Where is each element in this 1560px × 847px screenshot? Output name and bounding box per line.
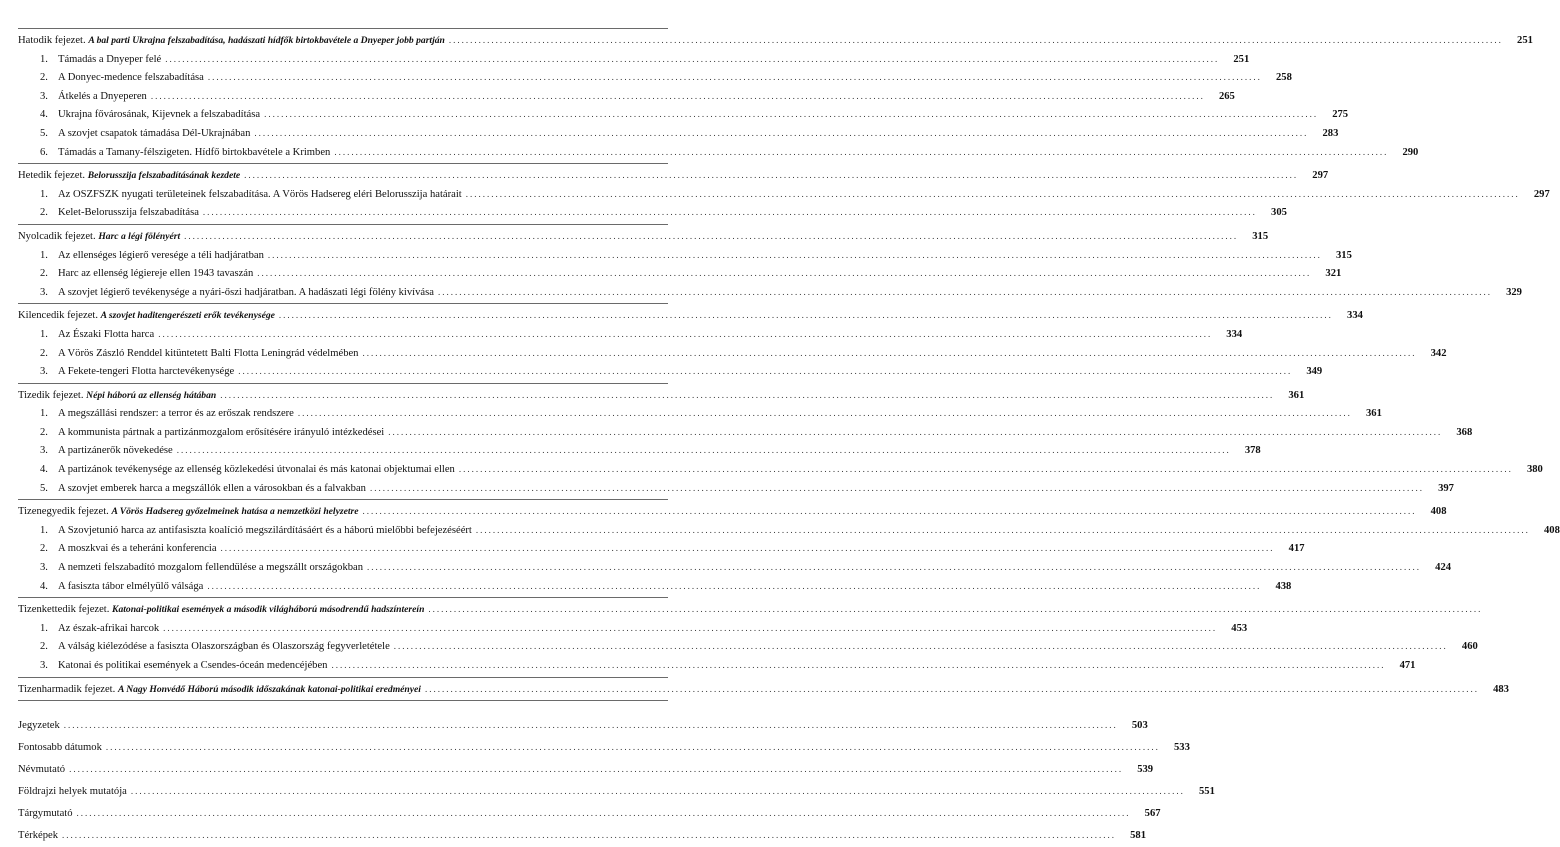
chapter-label: Tizenkettedik fejezet. — [18, 604, 110, 616]
section-entry[interactable] — [18, 325, 1243, 344]
chapter-title: A Nagy Honvédő Háború második időszakának katonai-politikai eredményei — [117, 683, 421, 695]
section-page-number: 349 — [1306, 366, 1323, 378]
dot-leader — [131, 780, 1185, 802]
section-number: 3. — [40, 660, 48, 671]
section-entry[interactable] — [18, 404, 1382, 423]
section-entry[interactable] — [18, 521, 1560, 540]
section-entry[interactable] — [18, 577, 1292, 596]
chapter-title: A Vörös Hadsereg győzelmeinek hatása a nemzetközi helyzetre — [111, 506, 359, 518]
spacer — [18, 703, 668, 714]
section-entry[interactable] — [18, 50, 1250, 69]
chapter-separator — [18, 303, 668, 304]
dot-leader — [370, 479, 1424, 498]
chapter-heading-text — [18, 167, 240, 186]
section-entry[interactable] — [18, 68, 1292, 87]
section-number: 1. — [40, 53, 48, 65]
chapter-heading-text — [18, 307, 275, 326]
section-entry[interactable] — [18, 479, 1454, 498]
section-page-number: 361 — [1366, 408, 1382, 420]
back-matter-entry[interactable] — [18, 780, 1215, 802]
section-entry[interactable] — [18, 460, 1543, 479]
chapter-title: Belorusszija felszabadításának kezdete — [87, 170, 241, 182]
chapter-label: Kilencedik fejezet. — [18, 310, 98, 322]
section-page-number: 408 — [1543, 524, 1560, 536]
section-entry[interactable] — [18, 283, 1522, 302]
chapter-title: Népi háború az ellenség hátában — [86, 389, 217, 401]
back-matter-page-number: 551 — [1198, 786, 1215, 798]
section-title: Támadás a Dnyeper felé — [58, 53, 162, 65]
dot-leader — [428, 600, 1482, 619]
section-title: A Szovjetunió harca az antifasiszta koalíció megszilárdításáért és a háború mielőbbi befejezéséért — [58, 524, 472, 536]
chapter-page-number: 408 — [1430, 506, 1447, 518]
dot-leader — [69, 758, 1123, 780]
dot-leader — [158, 325, 1212, 344]
chapter-heading[interactable] — [18, 166, 1329, 185]
chapter-heading-text — [18, 32, 445, 51]
chapter-heading-text — [18, 228, 180, 247]
section-title: Támadás a Tamany-félszigeten. Hídfő birtokbavétele a Krimben — [58, 146, 331, 158]
section-number: 1. — [40, 622, 48, 634]
section-number: 3. — [40, 366, 48, 378]
section-title: Az Északi Flotta harca — [58, 328, 155, 340]
section-entry[interactable] — [18, 246, 1352, 265]
section-title: A szovjet csapatok támadása Dél-Ukrajnában — [58, 127, 251, 139]
section-page-number: 397 — [1438, 482, 1454, 494]
section-number: 3. — [40, 445, 48, 457]
chapter-heading-text — [18, 681, 421, 700]
back-matter-list — [18, 714, 1215, 846]
section-page-number: 321 — [1325, 268, 1342, 280]
chapter-title: A szovjet haditengerészeti erők tevékenysége — [100, 310, 275, 322]
back-matter-title: Tárgymutató — [18, 808, 73, 820]
dot-leader — [363, 502, 1417, 521]
section-page-number: 283 — [1322, 127, 1339, 139]
section-title: A Vörös Zászló Renddel kitüntetett Balti Flotta Leningrád védelmében — [58, 347, 359, 359]
section-title: A partizánerők növekedése — [58, 445, 173, 457]
chapter-heading[interactable] — [18, 502, 1447, 521]
back-matter-entry[interactable] — [18, 824, 1146, 846]
section-number: 2. — [40, 347, 48, 359]
back-matter-entry[interactable] — [18, 758, 1154, 780]
section-page-number: 305 — [1271, 207, 1287, 219]
section-title: A kommunista pártnak a partizánmozgalom erősítésére irányuló intézkedései — [58, 426, 385, 438]
section-title: A moszkvai és a teheráni konferencia — [58, 543, 217, 555]
section-page-number: 342 — [1430, 347, 1447, 359]
dot-leader — [438, 283, 1492, 302]
section-page-number: 265 — [1218, 90, 1235, 102]
section-title: A válság kiélezódése a fasiszta Olaszországban és Olaszország fegyverletétele — [58, 641, 390, 653]
chapter-heading-text — [18, 503, 359, 522]
back-matter-page-number: 581 — [1130, 830, 1146, 842]
chapter-heading-text — [18, 601, 424, 620]
section-number: 4. — [40, 580, 48, 592]
dot-leader — [165, 50, 1219, 69]
chapter-separator — [18, 677, 668, 678]
chapter-list — [18, 28, 1560, 701]
section-number: 1. — [40, 328, 48, 340]
section-number: 1. — [40, 188, 48, 200]
section-title: Az ellenséges légierő veresége a téli hadjáratban — [58, 249, 264, 261]
dot-leader — [476, 521, 1530, 540]
dot-leader — [334, 143, 1388, 162]
section-number: 2. — [40, 641, 48, 653]
section-entry[interactable] — [18, 344, 1447, 363]
section-number: 2. — [40, 72, 48, 84]
dot-leader — [221, 539, 1275, 558]
section-title: Kelet-Belorusszija felszabadítása — [58, 207, 199, 219]
dot-leader — [449, 31, 1503, 50]
back-matter-page-number: 539 — [1137, 764, 1154, 776]
section-page-number: 438 — [1275, 580, 1292, 592]
section-title: A szovjet légierő tevékenysége a nyári-őszi hadjáratban. A hadászati légi fölény kivívása — [58, 286, 434, 298]
dot-leader — [394, 637, 1448, 656]
section-page-number: 424 — [1435, 562, 1452, 574]
back-matter-entry[interactable] — [18, 802, 1161, 824]
section-number: 2. — [40, 207, 48, 219]
chapter-separator — [18, 163, 668, 164]
dot-leader — [177, 441, 1231, 460]
chapter-page-number: 315 — [1252, 230, 1269, 242]
section-title: Katonai és politikai események a Csendes-óceán medencéjében — [58, 660, 328, 671]
dot-leader — [459, 460, 1513, 479]
section-number: 1. — [40, 408, 48, 420]
dot-leader — [207, 577, 1261, 596]
section-entry[interactable] — [18, 124, 1339, 143]
section-page-number: 334 — [1226, 328, 1243, 340]
chapter-heading[interactable] — [18, 386, 1305, 405]
section-number: 1. — [40, 249, 48, 261]
dot-leader — [77, 802, 1131, 824]
chapter-page-number: 334 — [1347, 310, 1363, 322]
back-matter-page-number: 567 — [1144, 808, 1161, 820]
section-number: 3. — [40, 90, 48, 102]
section-number: 5. — [40, 482, 48, 494]
back-matter-page-number: 503 — [1131, 720, 1148, 732]
section-title: A Donyec-medence felszabadítása — [58, 72, 204, 84]
chapter-label: Nyolcadik fejezet. — [18, 230, 96, 242]
back-matter-page-number: 533 — [1173, 742, 1190, 754]
section-number: 3. — [40, 286, 48, 298]
chapter-separator — [18, 597, 668, 598]
section-title: A megszállási rendszer: a terror és az erőszak rendszere — [58, 408, 294, 420]
chapter-heading-text — [18, 387, 216, 406]
dot-leader — [466, 185, 1520, 204]
dot-leader — [203, 203, 1257, 222]
section-number: 1. — [40, 524, 48, 536]
dot-leader — [184, 227, 1238, 246]
section-title: A fasiszta tábor elmélyülő válsága — [58, 580, 204, 592]
section-entry[interactable] — [18, 423, 1473, 442]
chapter-heading[interactable] — [18, 227, 1269, 246]
dot-leader — [238, 362, 1292, 381]
chapter-label: Tizedik fejezet. — [18, 389, 84, 401]
section-page-number: 297 — [1533, 188, 1550, 200]
chapter-title: A bal parti Ukrajna felszabadítása, hadászati hídfők birtokbavétele a Dnyeper jobb partján — [88, 35, 445, 46]
dot-leader — [106, 736, 1160, 758]
section-entry[interactable] — [18, 87, 1235, 106]
section-entry[interactable] — [18, 143, 1419, 162]
section-page-number: 258 — [1276, 72, 1292, 84]
dot-leader — [331, 656, 1385, 675]
dot-leader — [62, 824, 1116, 846]
chapter-heading[interactable] — [18, 306, 1363, 325]
section-title: A Fekete-tengeri Flotta harctevékenysége — [58, 366, 235, 378]
back-matter-title: Fontosabb dátumok — [18, 742, 102, 754]
chapter-title: Harc a légi fölényért — [98, 230, 181, 242]
section-entry[interactable] — [18, 264, 1342, 283]
section-title: Harc az ellenség légiereje ellen 1943 tavaszán — [58, 268, 254, 280]
section-number: 3. — [40, 562, 48, 574]
section-title: Átkelés a Dnyeperen — [58, 90, 147, 102]
back-matter-title: Térképek — [18, 830, 58, 842]
section-page-number: 275 — [1332, 109, 1349, 121]
section-number: 4. — [40, 109, 48, 121]
dot-leader — [151, 87, 1205, 106]
dot-leader — [425, 680, 1479, 699]
chapter-title: Katonai-politikai események a második világháború másodrendű hadszíntereín — [112, 604, 425, 616]
section-number: 2. — [40, 268, 48, 280]
dot-leader — [220, 386, 1274, 405]
dot-leader — [254, 124, 1308, 143]
section-entry[interactable] — [18, 619, 1248, 638]
section-page-number: 378 — [1244, 445, 1261, 457]
section-entry[interactable] — [18, 539, 1305, 558]
chapter-heading[interactable] — [18, 31, 1533, 50]
section-page-number: 315 — [1336, 249, 1352, 261]
chapter-separator — [18, 224, 668, 225]
section-entry[interactable] — [18, 185, 1550, 204]
section-title: A partizánok tevékenysége az ellenség közlekedési útvonalai és más katonai objektumai ellen — [58, 464, 455, 476]
dot-leader — [298, 404, 1352, 423]
back-matter-entry[interactable] — [18, 714, 1148, 736]
section-entry[interactable] — [18, 558, 1452, 577]
dot-leader — [264, 105, 1318, 124]
section-entry[interactable] — [18, 105, 1349, 124]
section-entry[interactable] — [18, 656, 1416, 675]
chapter-separator — [18, 700, 668, 701]
chapter-heading[interactable] — [18, 680, 1509, 699]
back-matter-title: Jegyzetek — [18, 720, 60, 732]
chapter-label: Tizenegyedik fejezet. — [18, 506, 109, 518]
chapter-separator — [18, 28, 668, 29]
back-matter-title: Névmutató — [18, 764, 66, 776]
section-title: Ukrajna fővárosának, Kijevnek a felszabadítása — [58, 109, 261, 121]
chapter-separator — [18, 499, 668, 500]
section-entry[interactable] — [18, 362, 1323, 381]
section-number: 2. — [40, 543, 48, 555]
section-entry[interactable] — [18, 203, 1287, 222]
section-page-number: 368 — [1456, 426, 1473, 438]
section-entry[interactable] — [18, 441, 1261, 460]
chapter-label: Hatodik fejezet. — [18, 35, 86, 46]
back-matter-entry[interactable] — [18, 736, 1190, 758]
chapter-separator — [18, 383, 668, 384]
table-of-contents — [18, 26, 1560, 846]
section-number: 4. — [40, 464, 48, 476]
dot-leader — [279, 306, 1333, 325]
dot-leader — [64, 714, 1118, 736]
dot-leader — [367, 558, 1421, 577]
dot-leader — [268, 246, 1322, 265]
dot-leader — [388, 423, 1442, 442]
section-entry[interactable] — [18, 637, 1478, 656]
chapter-page-number: 483 — [1493, 683, 1509, 695]
section-number: 5. — [40, 127, 48, 139]
section-page-number: 417 — [1288, 543, 1305, 555]
chapter-label: Tizenharmadik fejezet. — [18, 683, 116, 695]
section-title: Az OSZFSZK nyugati területeinek felszabadítása. A Vörös Hadsereg eléri Belorusszija határait — [58, 188, 462, 200]
chapter-heading[interactable] — [18, 600, 668, 619]
chapter-page-number: 361 — [1288, 389, 1305, 401]
chapter-page-number: 297 — [1312, 170, 1329, 182]
section-number: 2. — [40, 426, 48, 438]
dot-leader — [257, 264, 1311, 283]
chapter-page-number: 251 — [1517, 35, 1533, 46]
section-page-number: 251 — [1233, 53, 1250, 65]
section-page-number: 329 — [1506, 286, 1522, 298]
dot-leader — [244, 166, 1298, 185]
section-page-number: 471 — [1399, 660, 1416, 671]
back-matter-title: Földrajzi helyek mutatója — [18, 786, 127, 798]
chapter-label: Hetedik fejezet. — [18, 170, 86, 182]
section-page-number: 453 — [1231, 622, 1248, 634]
section-title: Az észak-afrikai harcok — [58, 622, 160, 634]
section-title: A nemzeti felszabadító mozgalom fellendülése a megszállt országokban — [58, 562, 364, 574]
dot-leader — [163, 619, 1217, 638]
section-number: 6. — [40, 146, 48, 158]
section-page-number: 380 — [1526, 464, 1543, 476]
dot-leader — [362, 344, 1416, 363]
section-page-number: 290 — [1402, 146, 1419, 158]
dot-leader — [208, 68, 1262, 87]
section-title: A szovjet emberek harca a megszállók ellen a városokban és a falvakban — [58, 482, 366, 494]
section-page-number: 460 — [1461, 641, 1478, 653]
